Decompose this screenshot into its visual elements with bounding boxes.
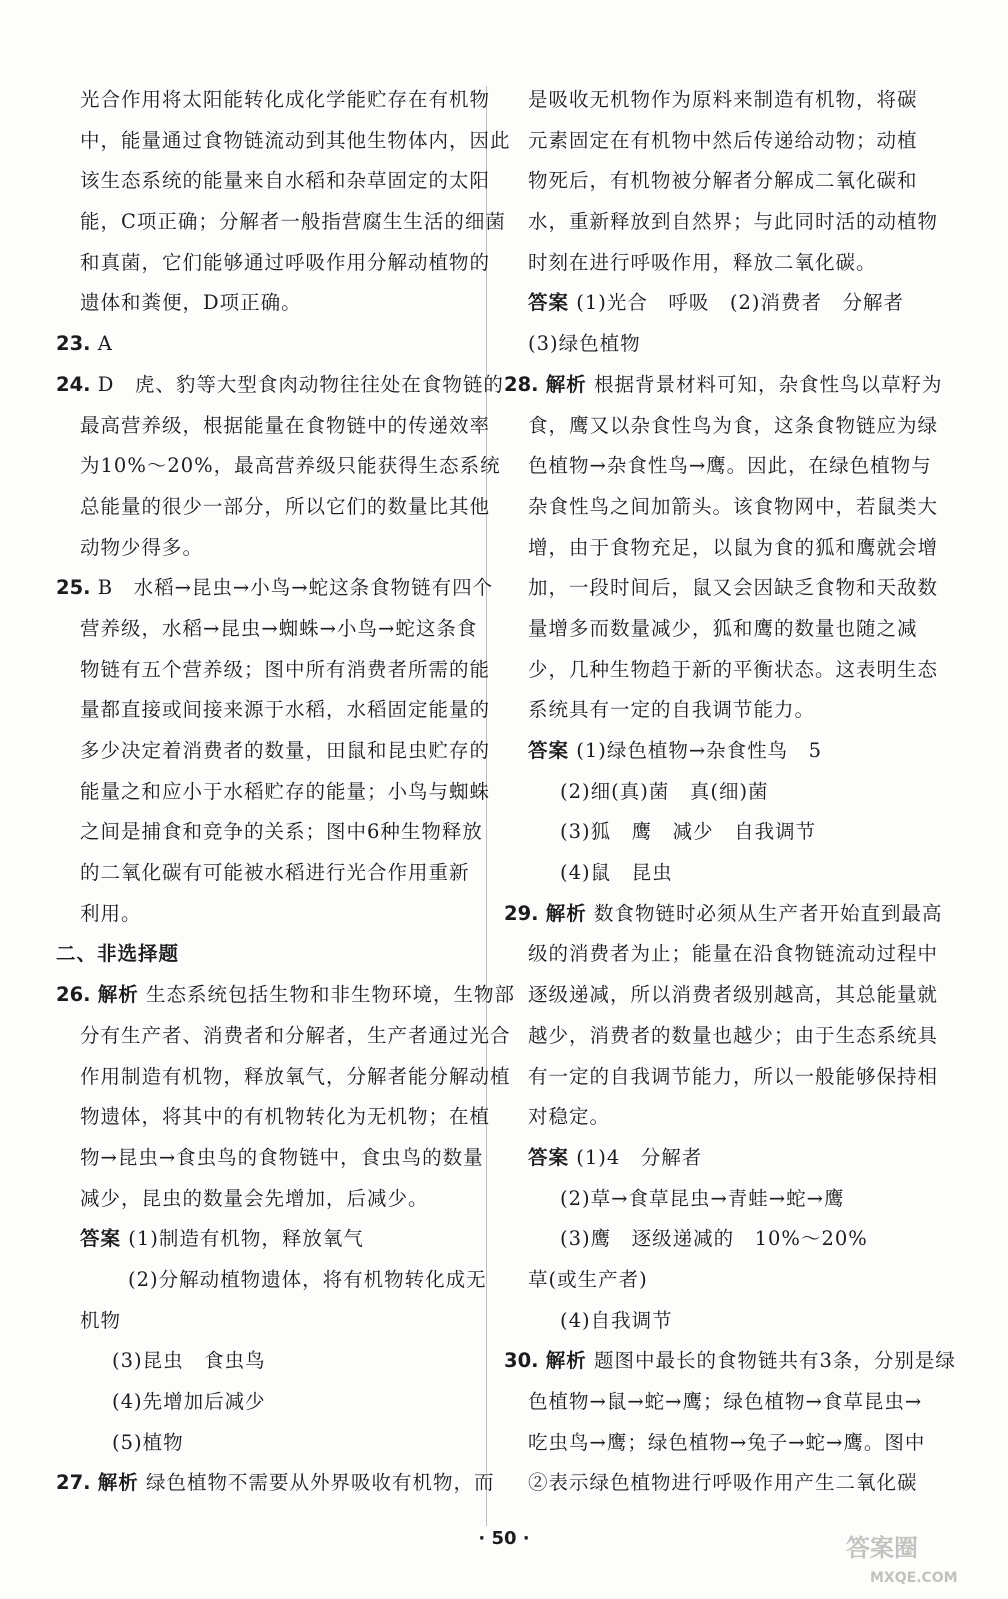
text-line xyxy=(56,690,491,731)
watermark-sub: MXQE.COM xyxy=(870,1570,958,1586)
text-line xyxy=(56,1463,495,1504)
line-text: 水，重新释放到自然界；与此同时活的动植物 xyxy=(528,210,939,234)
line-text: 能量之和应小于水稻贮存的能量；小鸟与蜘蛛 xyxy=(80,779,491,803)
line-text: D 虎、豹等大型食肉动物往往处在食物链的 xyxy=(97,372,504,396)
line-text: (1)制造有机物，释放氧气 xyxy=(128,1227,364,1251)
line-text: (4)鼠 昆虫 xyxy=(560,861,673,885)
text-line xyxy=(56,853,476,894)
analysis-label: 解析 xyxy=(545,1349,587,1373)
line-text: 绿色植物不需要从外界吸收有机物，而 xyxy=(145,1471,495,1495)
question-number: 30. xyxy=(504,1349,539,1373)
text-line xyxy=(56,1179,476,1220)
line-text: 系统具有一定的自我调节能力。 xyxy=(528,698,816,722)
watermark-logo xyxy=(840,1528,990,1590)
line-text: 量增多而数量减少，狐和鹰的数量也随之减 xyxy=(528,616,918,640)
text-line xyxy=(504,650,939,691)
text-line xyxy=(504,161,932,202)
line-text: 是吸收无机物作为原料来制造有机物，将碳 xyxy=(528,88,918,111)
line-text: 杂食性鸟之间加箭头。该食物网中，若鼠类大 xyxy=(528,494,939,518)
text-line xyxy=(504,528,939,569)
text-line xyxy=(504,202,939,243)
question-number: 23. xyxy=(56,332,91,356)
text-line xyxy=(56,1382,476,1423)
line-text: 减少，昆虫的数量会先增加，后减少。 xyxy=(80,1186,429,1210)
right-column xyxy=(504,80,956,1504)
line-text: 生态系统包括生物和非生物环境，生物部 xyxy=(145,983,515,1007)
line-text: 逐级递减，所以消费者级别越高，其总能量就 xyxy=(528,983,939,1007)
line-text: (1)绿色植物→杂食性鸟 5 xyxy=(576,739,823,762)
text-line xyxy=(504,1057,939,1098)
line-text: 物链有五个营养级；图中所有消费者所需的能 xyxy=(80,657,491,681)
answer-label: 答案 xyxy=(80,1227,122,1251)
text-line xyxy=(504,812,932,853)
line-text: (1)光合 呼吸 (2)消费者 分解者 xyxy=(576,291,904,315)
text-line xyxy=(56,528,476,569)
line-text: 之间是捕食和竞争的关系；图中6种生物释放 xyxy=(80,820,483,844)
text-line xyxy=(56,1301,476,1342)
line-text: 和真菌，它们能够通过呼吸作用分解动植物的 xyxy=(80,250,491,274)
text-line xyxy=(56,731,491,772)
line-text: 多少决定着消费者的数量，田鼠和昆虫贮存的 xyxy=(80,739,491,762)
text-line xyxy=(56,1219,476,1260)
text-line xyxy=(504,1423,932,1464)
line-text: 吃虫鸟→鹰；绿色植物→兔子→蛇→鹰。图中 xyxy=(528,1430,926,1454)
text-line xyxy=(56,487,491,528)
text-line xyxy=(504,1341,956,1382)
line-text: B 水稻→昆虫→小鸟→蛇这条食物链有四个 xyxy=(97,576,494,600)
text-line xyxy=(504,446,932,487)
text-line xyxy=(56,406,491,447)
line-text: 草(或生产者) xyxy=(528,1267,648,1291)
line-text: 时刻在进行呼吸作用，释放二氧化碳。 xyxy=(528,250,877,274)
text-line xyxy=(504,568,939,609)
text-line xyxy=(504,853,932,894)
text-line xyxy=(56,934,476,975)
text-line xyxy=(56,1423,476,1464)
text-line xyxy=(56,1016,511,1057)
text-line xyxy=(504,406,939,447)
line-text: 数食物链时必须从生产者开始直到最高 xyxy=(593,901,943,925)
question-number: 24. xyxy=(56,372,91,396)
line-text: 食，鹰又以杂食性鸟为食，这条食物链应为绿 xyxy=(528,413,939,437)
text-line xyxy=(56,324,476,365)
line-text: 光合作用将太阳能转化成化学能贮存在有机物 xyxy=(80,88,491,111)
line-text: 营养级，水稻→昆虫→蜘蛛→小鸟→蛇这条食 xyxy=(80,616,478,640)
line-text: 的二氧化碳有可能被水稻进行光合作用重新 xyxy=(80,861,470,885)
text-line xyxy=(504,894,943,935)
line-text: 对稳定。 xyxy=(528,1105,611,1129)
answer-label: 答案 xyxy=(528,291,570,315)
text-line xyxy=(504,772,932,813)
line-text: 遗体和粪便，D项正确。 xyxy=(80,291,302,315)
line-text: 级的消费者为止；能量在沿食物链流动过程中 xyxy=(528,942,939,966)
question-number: 27. xyxy=(56,1471,91,1495)
text-line xyxy=(504,1301,932,1342)
text-line xyxy=(56,568,494,609)
line-text: (3)昆虫 食虫鸟 xyxy=(112,1349,266,1373)
line-text: A xyxy=(97,332,113,356)
text-line xyxy=(504,487,939,528)
text-line xyxy=(504,1016,939,1057)
text-line xyxy=(56,283,476,324)
line-text: 最高营养级，根据能量在食物链中的传递效率 xyxy=(80,413,491,437)
text-line xyxy=(56,812,483,853)
line-text: 有一定的自我调节能力，所以一般能够保持相 xyxy=(528,1064,939,1088)
answer-label: 答案 xyxy=(528,739,570,762)
text-line xyxy=(504,1219,932,1260)
text-line xyxy=(56,772,491,813)
line-text: 分有生产者、消费者和分解者，生产者通过光合 xyxy=(80,1023,511,1047)
line-text: 根据背景材料可知，杂食性鸟以草籽为 xyxy=(593,372,943,396)
answer-label: 答案 xyxy=(528,1145,570,1169)
text-line xyxy=(504,731,932,772)
text-line xyxy=(56,365,504,406)
text-line xyxy=(56,1260,487,1301)
line-text: 作用制造有机物，释放氧气，分解者能分解动植 xyxy=(80,1064,511,1088)
question-number: 28. xyxy=(504,372,539,396)
text-line xyxy=(56,1341,476,1382)
question-number: 25. xyxy=(56,576,91,600)
line-text: (3)鹰 逐级递减的 10%～20% xyxy=(560,1227,868,1251)
text-line xyxy=(56,202,506,243)
section-heading: 二、非选择题 xyxy=(56,942,180,966)
line-text: (2)分解动植物遗体，将有机物转化成无 xyxy=(128,1267,487,1291)
text-line xyxy=(504,365,943,406)
text-line xyxy=(504,975,939,1016)
line-text: 色植物→杂食性鸟→鹰。因此，在绿色植物与 xyxy=(528,454,932,478)
text-line xyxy=(56,609,476,650)
text-line xyxy=(504,1179,932,1220)
line-text: (3)绿色植物 xyxy=(528,332,641,356)
left-column xyxy=(56,80,515,1504)
line-text: 为10%～20%，最高营养级只能获得生态系统 xyxy=(80,454,501,478)
text-line xyxy=(504,1138,932,1179)
line-text: 物→昆虫→食虫鸟的食物链中，食虫鸟的数量 xyxy=(80,1145,484,1169)
question-number: 29. xyxy=(504,901,539,925)
text-line xyxy=(56,1097,491,1138)
analysis-label: 解析 xyxy=(97,1471,139,1495)
text-line xyxy=(56,1057,511,1098)
text-line xyxy=(56,446,501,487)
text-line xyxy=(504,121,932,162)
text-line xyxy=(56,80,491,121)
text-line xyxy=(504,934,939,975)
text-line xyxy=(504,283,932,324)
question-number: 26. xyxy=(56,983,91,1007)
text-line xyxy=(56,161,491,202)
line-text: 量都直接或间接来源于水稻，水稻固定能量的 xyxy=(80,698,491,722)
analysis-label: 解析 xyxy=(545,901,587,925)
line-text: (3)狐 鹰 减少 自我调节 xyxy=(560,820,817,844)
text-line xyxy=(504,1097,932,1138)
text-line xyxy=(56,894,476,935)
page-number: · 50 · xyxy=(478,1528,530,1549)
line-text: 能，C项正确；分解者一般指营腐生生活的细菌 xyxy=(80,210,506,234)
line-text: (2)草→食草昆虫→青蛙→蛇→鹰 xyxy=(560,1186,845,1210)
line-text: ②表示绿色植物进行呼吸作用产生二氧化碳 xyxy=(528,1471,918,1495)
line-text: 色植物→鼠→蛇→鹰；绿色植物→食草昆虫→ xyxy=(528,1390,923,1413)
text-line xyxy=(504,324,932,365)
text-line xyxy=(56,1138,484,1179)
text-line xyxy=(504,243,932,284)
analysis-label: 解析 xyxy=(545,372,587,396)
line-text: 动物少得多。 xyxy=(80,535,204,559)
line-text: 物遗体，将其中的有机物转化为无机物；在植 xyxy=(80,1105,491,1129)
line-text: 增，由于食物充足，以鼠为食的狐和鹰就会增 xyxy=(528,535,939,559)
text-line xyxy=(504,1260,932,1301)
line-text: 题图中最长的食物链共有3条，分别是绿 xyxy=(593,1349,956,1373)
text-line xyxy=(56,121,511,162)
line-text: (4)先增加后减少 xyxy=(112,1390,266,1413)
text-line xyxy=(504,1463,932,1504)
line-text: 元素固定在有机物中然后传递给动物；动植 xyxy=(528,128,918,152)
text-line xyxy=(56,243,491,284)
line-text: (4)自我调节 xyxy=(560,1308,673,1332)
line-text: 加，一段时间后，鼠又会因缺乏食物和天敌数 xyxy=(528,576,939,600)
line-text: 利用。 xyxy=(80,901,142,925)
line-text: (2)细(真)菌 真(细)菌 xyxy=(560,779,769,803)
text-line xyxy=(504,690,932,731)
line-text: 总能量的很少一部分，所以它们的数量比其他 xyxy=(80,494,491,518)
line-text: 少，几种生物趋于新的平衡状态。这表明生态 xyxy=(528,657,939,681)
line-text: 越少，消费者的数量也越少；由于生态系统具 xyxy=(528,1023,939,1047)
line-text: 物死后，有机物被分解者分解成二氧化碳和 xyxy=(528,169,918,193)
text-line xyxy=(504,80,932,121)
analysis-label: 解析 xyxy=(97,983,139,1007)
line-text: 机物 xyxy=(80,1308,122,1332)
text-line xyxy=(504,609,932,650)
watermark-main: 答案圈 xyxy=(846,1534,918,1562)
line-text: 中，能量通过食物链流动到其他生物体内，因此 xyxy=(80,128,511,152)
line-text: (5)植物 xyxy=(112,1430,184,1454)
line-text: 该生态系统的能量来自水稻和杂草固定的太阳 xyxy=(80,169,491,193)
text-line xyxy=(56,650,491,691)
line-text: (1)4 分解者 xyxy=(576,1145,703,1169)
text-line xyxy=(56,975,515,1016)
text-line xyxy=(504,1382,932,1423)
